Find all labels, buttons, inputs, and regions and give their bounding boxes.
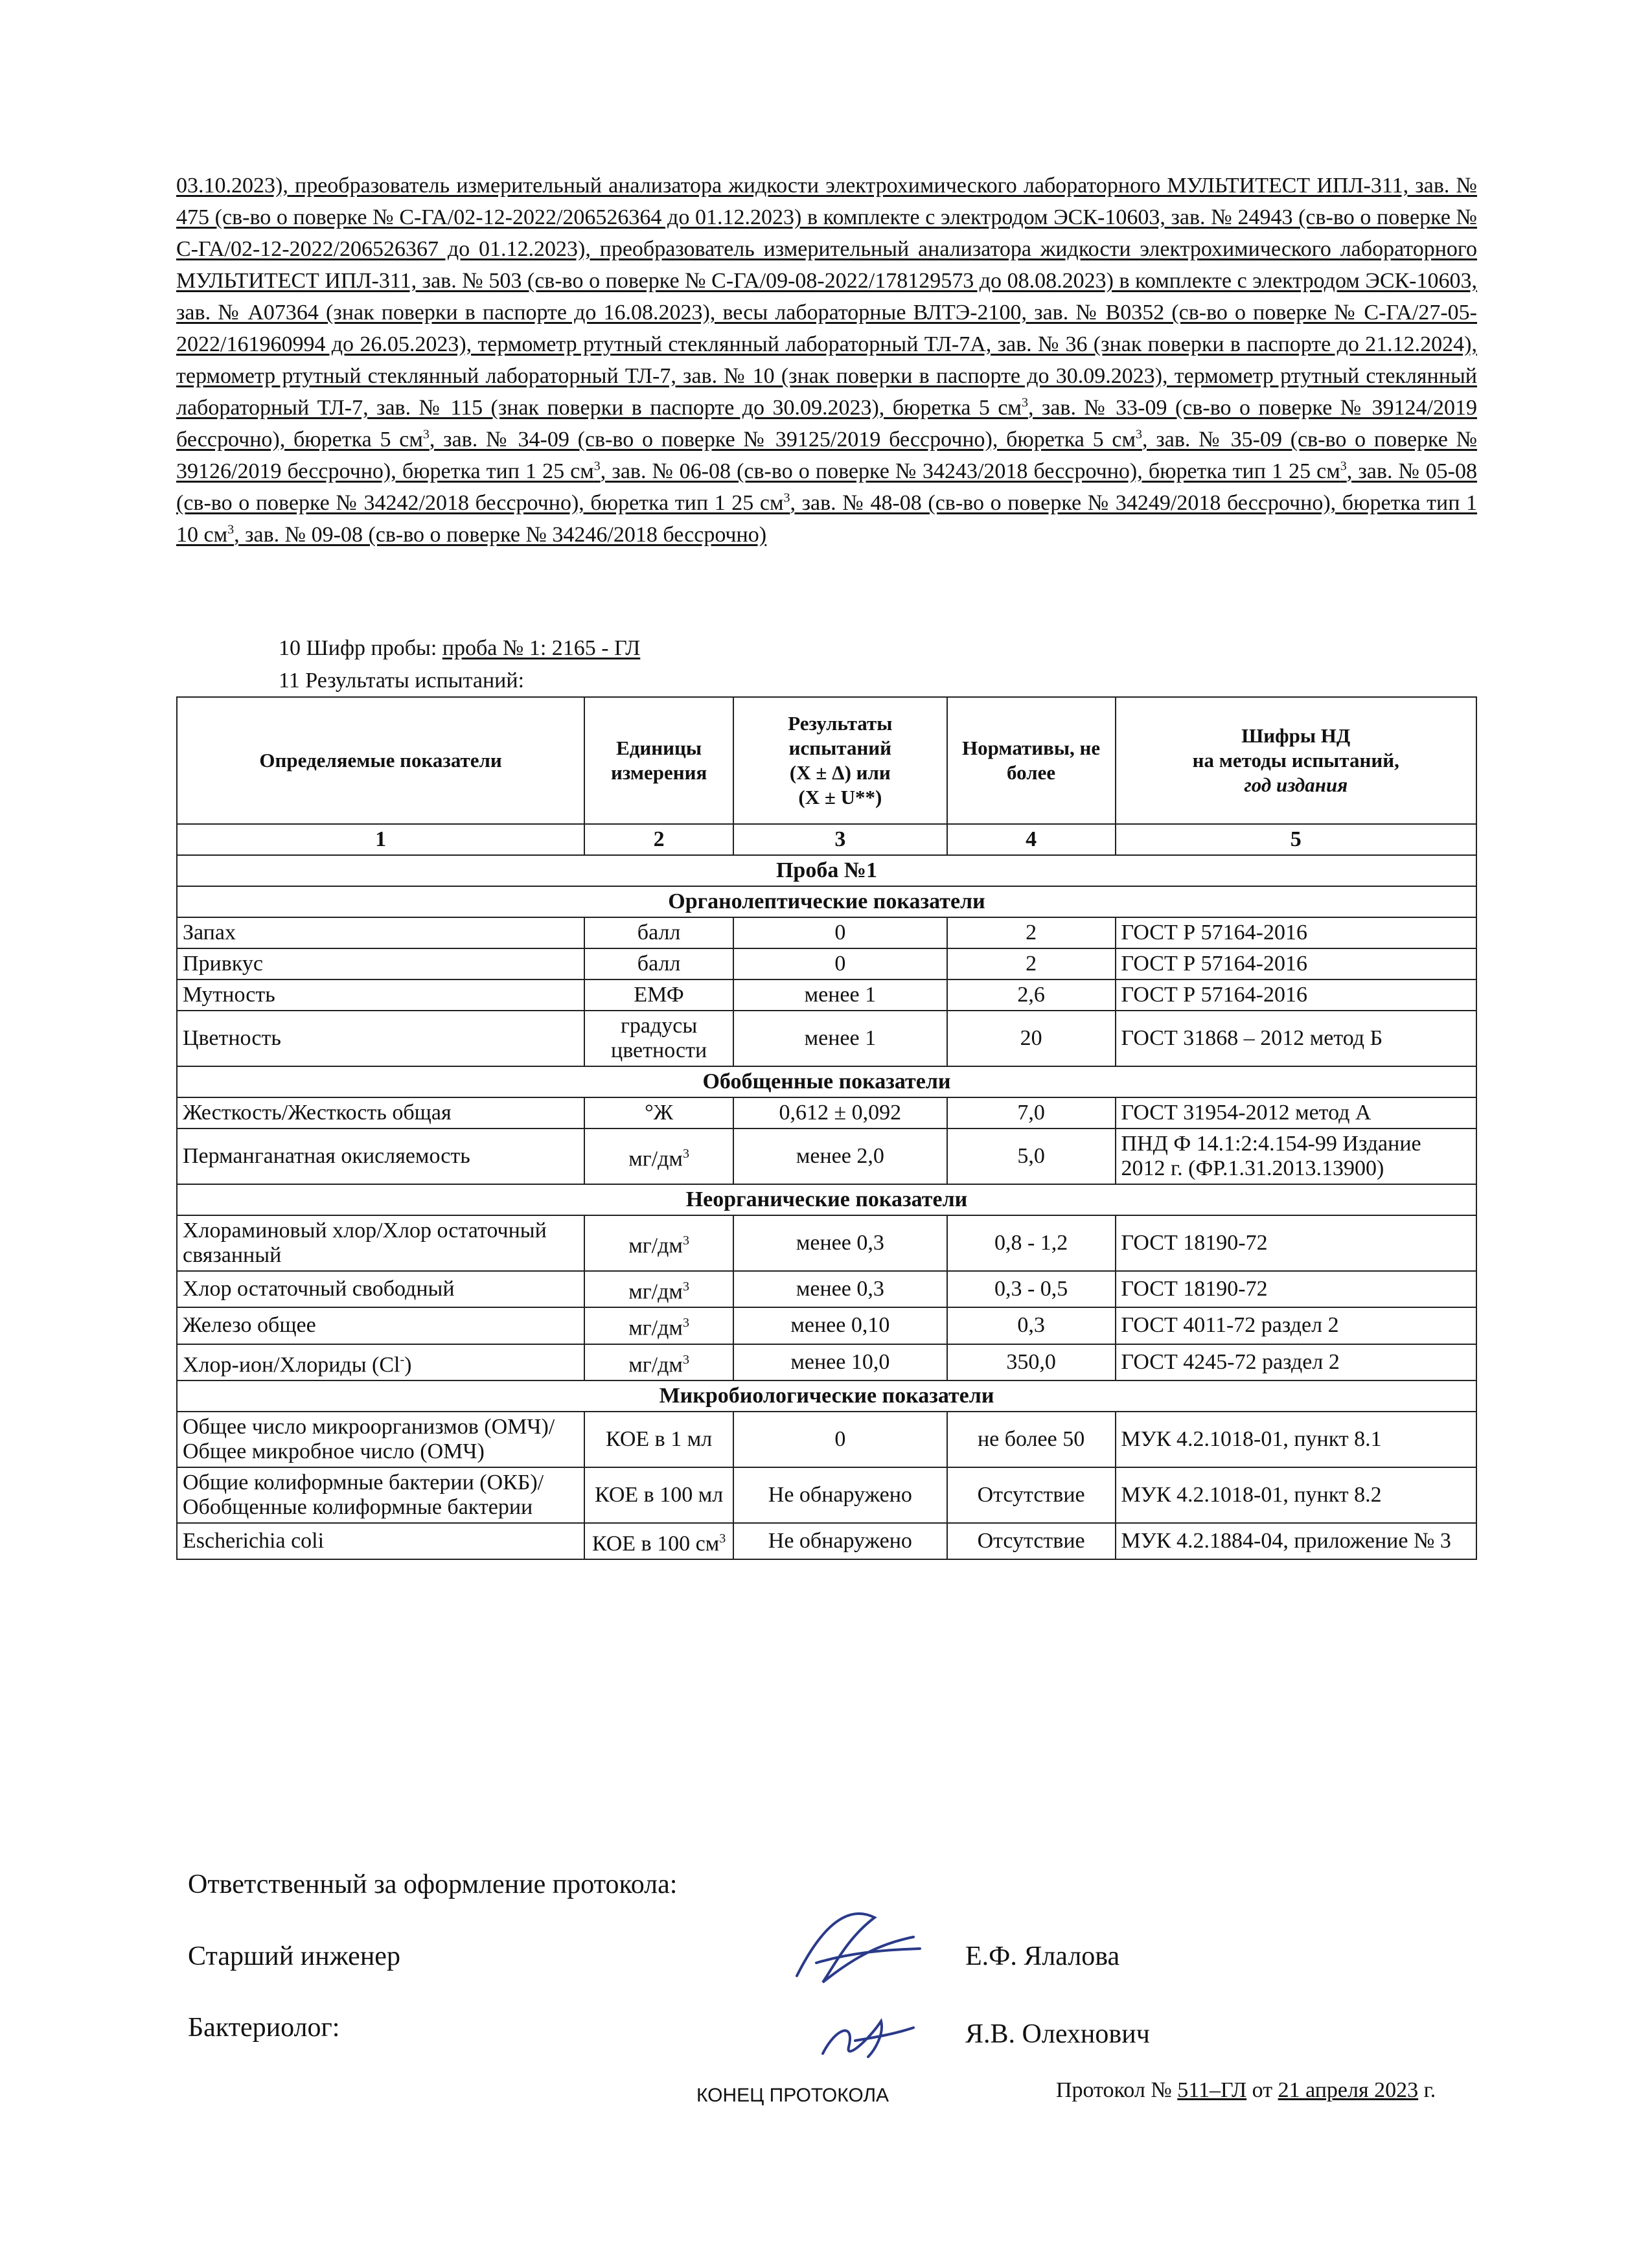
- section-title-organoleptic: Органолептические показатели: [177, 886, 1476, 917]
- cell-result: Не обнаружено: [733, 1523, 947, 1559]
- cell-method: МУК 4.2.1018-01, пункт 8.1: [1116, 1412, 1476, 1467]
- cell-unit: балл: [584, 917, 733, 948]
- cell-unit: $мг/дм^3$: [584, 1344, 733, 1380]
- cell-method: ГОСТ Р 57164-2016: [1116, 948, 1476, 979]
- table-row: [177, 1011, 1476, 1066]
- cell-result: 0: [733, 917, 947, 948]
- header-norms: Нормативы, не более: [947, 697, 1116, 824]
- protocol-number: 511–ГЛ: [1177, 2078, 1247, 2102]
- table-row: [177, 1307, 1476, 1344]
- section-row: [177, 1184, 1476, 1215]
- cell-result: 0: [733, 1412, 947, 1467]
- cell-unit: КОЕ в 100 $см^3$: [584, 1523, 733, 1559]
- table-row: [177, 1467, 1476, 1523]
- cell-indicator: Мутность: [177, 979, 584, 1011]
- cell-result: Не обнаружено: [733, 1467, 947, 1523]
- section-row: [177, 886, 1476, 917]
- cell-result: менее 0,3: [733, 1215, 947, 1271]
- cell-result: менее 1: [733, 1011, 947, 1066]
- cell-unit: градусы цветности: [584, 1011, 733, 1066]
- col-number: 5: [1116, 824, 1476, 855]
- table-row: [177, 948, 1476, 979]
- header-methods: [1116, 697, 1476, 824]
- section-row: [177, 1066, 1476, 1097]
- col-number: 2: [584, 824, 733, 855]
- cell-result: 0: [733, 948, 947, 979]
- results-table: [176, 696, 1477, 1560]
- column-number-row: [177, 824, 1476, 855]
- cell-indicator: Перманганатная окисляемость: [177, 1128, 584, 1184]
- cell-unit: $мг/дм^3$: [584, 1307, 733, 1344]
- cell-method: ПНД Ф 14.1:2:4.154-99 Издание 2012 г. (ФР.1.31.2013.13900): [1116, 1128, 1476, 1184]
- cell-method: МУК 4.2.1018-01, пункт 8.2: [1116, 1467, 1476, 1523]
- cell-indicator: Цветность: [177, 1011, 584, 1066]
- cell-unit: $мг/дм^3$: [584, 1215, 733, 1271]
- cell-method: ГОСТ 18190-72: [1116, 1271, 1476, 1307]
- cell-norm: Отсутствие: [947, 1467, 1116, 1523]
- cell-result: менее 2,0: [733, 1128, 947, 1184]
- cell-unit: балл: [584, 948, 733, 979]
- section-title-inorganic: Неорганические показатели: [177, 1184, 1476, 1215]
- cell-indicator: Escherichia coli: [177, 1523, 584, 1559]
- cell-method: ГОСТ 4011-72 раздел 2: [1116, 1307, 1476, 1344]
- cell-unit: $мг/дм^3$: [584, 1271, 733, 1307]
- cell-norm: Отсутствие: [947, 1523, 1116, 1559]
- bacteriologist-title: Бактериолог:: [188, 2013, 340, 2043]
- header-units: Единицы измерения: [584, 697, 733, 824]
- table-row: [177, 1271, 1476, 1307]
- header-methods-line3: год издания: [1244, 773, 1348, 796]
- cell-unit: КОЕ в 1 мл: [584, 1412, 733, 1467]
- table-row: [177, 917, 1476, 948]
- cell-norm: не более 50: [947, 1412, 1116, 1467]
- header-methods-line1: Шифры НД: [1241, 724, 1351, 747]
- cell-indicator: Запах: [177, 917, 584, 948]
- cell-indicator: Хлор остаточный свободный: [177, 1271, 584, 1307]
- cell-indicator: Жесткость/Жесткость общая: [177, 1097, 584, 1128]
- cell-method: ГОСТ 31868 – 2012 метод Б: [1116, 1011, 1476, 1066]
- table-row: [177, 1128, 1476, 1184]
- section-title-micro: Микробиологические показатели: [177, 1380, 1476, 1412]
- cell-indicator: Железо общее: [177, 1307, 584, 1344]
- cell-norm: 7,0: [947, 1097, 1116, 1128]
- equipment-list: 03.10.2023), преобразователь измерительный анализатора жидкости электрохимического лабораторного МУЛЬТИТЕСТ ИПЛ-311, зав. № 475 (св-во о поверке № С-ГА/02-12-2022/206526364 до 01.12.2023) в комплекте с электродом ЭСК-10603, зав. № 24943 (св-во о поверке № С-ГА/02-12-2022/206526367 до 01.12.2023), преобразователь измерительный анализатора жидкости электрохимического лабораторного МУЛЬТИТЕСТ ИПЛ-311, зав. № 503 (св-во о поверке № С-ГА/09-08-2022/178129573 до 08.08.2023) в комплекте с электродом ЭСК-10603, зав. № А07364 (знак поверки в паспорте до 16.08.2023), весы лабораторные ВЛТЭ-2100, зав. № В0352 (св-во о поверке № С-ГА/27-05-2022/161960994 до 26.05.2023), термометр ртутный стеклянный лабораторный ТЛ-7А, зав. № 36 (знак поверки в паспорте до 21.12.2024), термометр ртутный стеклянный лабораторный ТЛ-7, зав. № 10 (знак поверки в паспорте до 30.09.2023), термометр ртутный стеклянный лабораторный ТЛ-7, зав. № 115 (знак поверки в паспорте до 30.09.2023), бюретка 5 $см^3$, зав. № 33-09 (св-во о поверке № 39124/2019 бессрочно), бюретка 5 $см^3$, зав. № 34-09 (св-во о поверке № 39125/2019 бессрочно), бюретка 5 $см^3$, зав. № 35-09 (св-во о поверке № 39126/2019 бессрочно), бюретка тип 1 25 $см^3$, зав. № 06-08 (св-во о поверке № 34243/2018 бессрочно), бюретка тип 1 25 $см^3$, зав. № 05-08 (св-во о поверке № 34242/2018 бессрочно), бюретка тип 1 25 $см^3$, зав. № 48-08 (св-во о поверке № 34249/2018 бессрочно), бюретка тип 1 10 $см^3$, зав. № 09-08 (св-во о поверке № 34246/2018 бессрочно): [176, 174, 1478, 547]
- cell-norm: 2: [947, 917, 1116, 948]
- header-methods-line2: на методы испытаний,: [1192, 749, 1399, 772]
- cell-method: ГОСТ Р 57164-2016: [1116, 917, 1476, 948]
- header-results-line1: Результаты испытаний: [788, 712, 893, 759]
- cell-method: ГОСТ 18190-72: [1116, 1215, 1476, 1271]
- cell-unit: ЕМФ: [584, 979, 733, 1011]
- sample-code-value: проба № 1: 2165 - ГЛ: [442, 636, 641, 660]
- engineer-name: Е.Ф. Ялалова: [965, 1942, 1120, 1971]
- cell-norm: 350,0: [947, 1344, 1116, 1380]
- table-row: [177, 1344, 1476, 1380]
- sample-title: Проба №1: [177, 855, 1476, 886]
- protocol-date: 21 апреля 2023: [1278, 2078, 1419, 2102]
- cell-norm: 5,0: [947, 1128, 1116, 1184]
- cell-result: менее 1: [733, 979, 947, 1011]
- cell-indicator: Хлор-ион/Хлориды (Cl-): [177, 1344, 584, 1380]
- table-header-row: [177, 697, 1476, 824]
- cell-norm: 0,8 - 1,2: [947, 1215, 1116, 1271]
- cell-indicator: Общие колиформные бактерии (ОКБ)/Обобщенные колиформные бактерии: [177, 1467, 584, 1523]
- footer-middle: от: [1246, 2078, 1278, 2102]
- bacteriologist-name: Я.В. Олехнович: [965, 2019, 1150, 2049]
- end-of-protocol: КОНЕЦ ПРОТОКОЛА: [696, 2085, 889, 2106]
- cell-norm: 0,3 - 0,5: [947, 1271, 1116, 1307]
- cell-norm: 2,6: [947, 979, 1116, 1011]
- cell-norm: 0,3: [947, 1307, 1116, 1344]
- protocol-footer: [1056, 2078, 1436, 2103]
- footer-prefix: Протокол №: [1056, 2078, 1178, 2102]
- header-indicators: Определяемые показатели: [177, 697, 584, 824]
- cell-method: МУК 4.2.1884-04, приложение № 3: [1116, 1523, 1476, 1559]
- cell-norm: 20: [947, 1011, 1116, 1066]
- cell-result: менее 0,10: [733, 1307, 947, 1344]
- section-row: [177, 1380, 1476, 1412]
- header-results-line3: (Х ± U**): [798, 786, 882, 808]
- col-number: 1: [177, 824, 584, 855]
- table-row: [177, 979, 1476, 1011]
- bacteriologist-signature: [810, 2002, 920, 2067]
- table-row: [177, 1523, 1476, 1559]
- sample-title-row: [177, 855, 1476, 886]
- col-number: 3: [733, 824, 947, 855]
- header-results: [733, 697, 947, 824]
- cell-unit: $мг/дм^3$: [584, 1128, 733, 1184]
- cell-indicator: Хлораминовый хлор/Хлор остаточный связанный: [177, 1215, 584, 1271]
- engineer-title: Старший инженер: [188, 1942, 400, 1971]
- cell-result: менее 10,0: [733, 1344, 947, 1380]
- header-results-line2: (Х ± Δ) или: [789, 761, 891, 784]
- table-row: [177, 1097, 1476, 1128]
- section-title-general: Обобщенные показатели: [177, 1066, 1476, 1097]
- cell-indicator: Общее число микроорганизмов (ОМЧ)/Общее микробное число (ОМЧ): [177, 1412, 584, 1467]
- cell-method: ГОСТ 31954-2012 метод А: [1116, 1097, 1476, 1128]
- results-heading: 11 Результаты испытаний:: [279, 669, 525, 693]
- engineer-signature: [777, 1898, 933, 1995]
- table-row: [177, 1215, 1476, 1271]
- cell-indicator: Привкус: [177, 948, 584, 979]
- sample-code-line: [279, 636, 640, 661]
- cell-unit: °Ж: [584, 1097, 733, 1128]
- responsible-label: Ответственный за оформление протокола:: [188, 1870, 678, 1899]
- footer-suffix: г.: [1418, 2078, 1436, 2102]
- cell-method: ГОСТ Р 57164-2016: [1116, 979, 1476, 1011]
- cell-method: ГОСТ 4245-72 раздел 2: [1116, 1344, 1476, 1380]
- col-number: 4: [947, 824, 1116, 855]
- cell-result: 0,612 ± 0,092: [733, 1097, 947, 1128]
- cell-unit: КОЕ в 100 мл: [584, 1467, 733, 1523]
- table-row: [177, 1412, 1476, 1467]
- cell-norm: 2: [947, 948, 1116, 979]
- cell-result: менее 0,3: [733, 1271, 947, 1307]
- sample-code-label: 10 Шифр пробы:: [279, 636, 442, 660]
